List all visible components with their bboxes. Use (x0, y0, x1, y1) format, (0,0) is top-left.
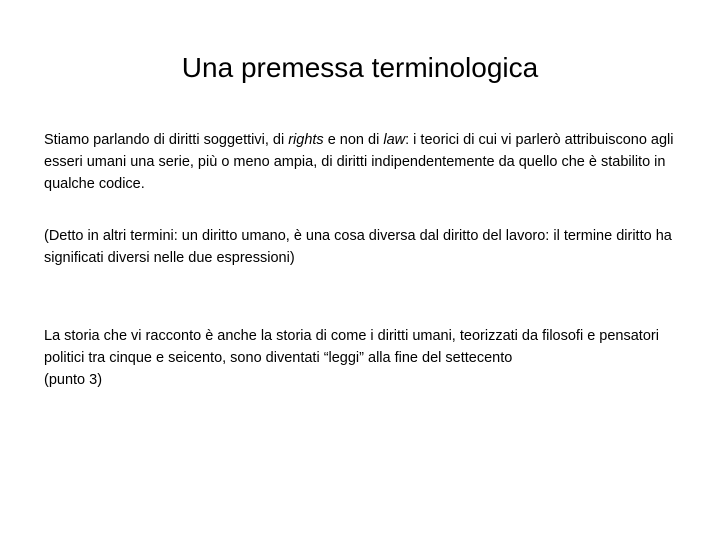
paragraph-note: (punto 3) (44, 372, 103, 388)
paragraph-text: La storia che vi racconto è anche la storia di come i diritti umani, teorizzati da filosofi e pensatori politici tra cinque e seicento, sono diventati “leggi” alla fine del settecento (44, 328, 659, 366)
rights-term: rights (288, 132, 324, 148)
paragraph-text: : i teorici di cui vi parlerò attribuiscono agli esseri umani una serie, più o meno ampia, di diritti indipendentemente da quello che è stabilito in qualche codice. (44, 132, 674, 192)
paragraph-text: Stiamo parlando di diritti soggettivi, di (44, 132, 289, 148)
paragraph-history (44, 325, 684, 391)
paragraph-clarification: (Detto in altri termini: un diritto umano, è una cosa diversa dal diritto del lavoro: il termine diritto ha significati diversi nelle due espressioni) (44, 228, 672, 266)
law-term: law (383, 132, 406, 148)
slide-title: Una premessa terminologica (181, 52, 539, 83)
paragraph-text: e non di (323, 132, 384, 148)
paragraph-subjective-rights (44, 129, 684, 195)
